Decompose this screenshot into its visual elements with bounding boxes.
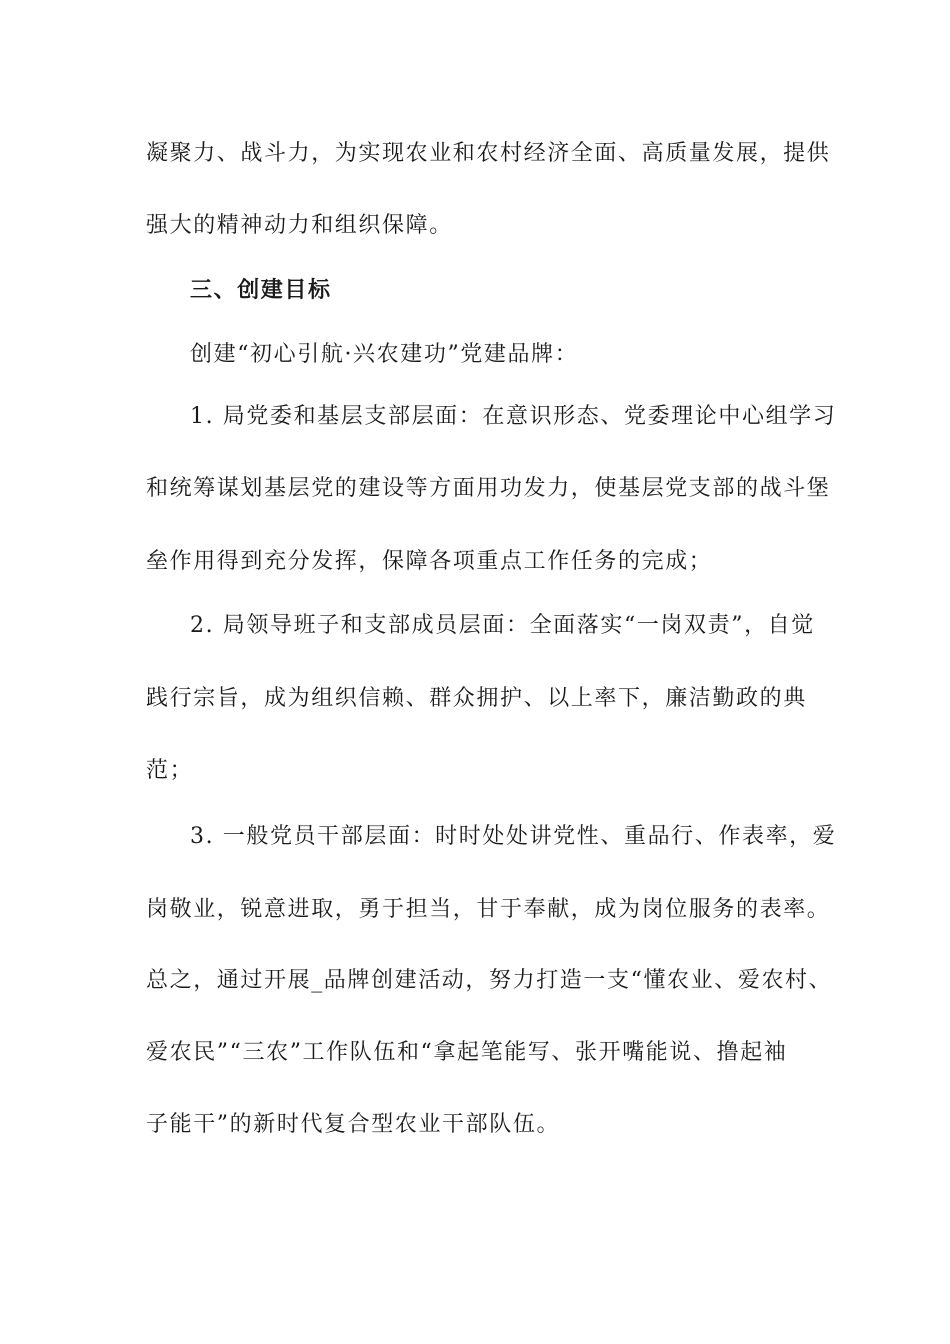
paragraph-line: 子能干”的新时代复合型农业干部队伍。 — [146, 1112, 561, 1137]
paragraph-line: 和统筹谋划基层党的建设等方面用功发力，使基层党支部的战斗堡 — [146, 476, 831, 501]
paragraph-line: 1. 局党委和基层支部层面：在意识形态、党委理论中心组学习 — [190, 404, 837, 429]
paragraph-line: 3. 一般党员干部层面：时时处处讲党性、重品行、作表率，爱 — [190, 824, 837, 849]
paragraph-line: 强大的精神动力和组织保障。 — [146, 213, 453, 238]
paragraph-line: 凝聚力、战斗力，为实现农业和农村经济全面、高质量发展，提供 — [146, 141, 831, 166]
paragraph-line: 岗敬业，锐意进取，勇于担当，甘于奉献，成为岗位服务的表率。 — [146, 897, 831, 922]
paragraph-line: 垒作用得到充分发挥，保障各项重点工作任务的完成； — [146, 549, 713, 574]
paragraph-line: 范； — [146, 758, 194, 783]
paragraph-line: 爱农民”“三农”工作队伍和“拿起笔能写、张开嘴能说、撸起袖 — [146, 1040, 788, 1065]
section-heading: 三、创建目标 — [190, 277, 332, 303]
paragraph-line: 践行宗旨，成为组织信赖、群众拥护、以上率下，廉洁勤政的典 — [146, 686, 807, 711]
paragraph-line: 总之，通过开展_品牌创建活动，努力打造一支“懂农业、爱农村、 — [146, 968, 833, 993]
paragraph-line: 创建“初心引航·兴农建功”党建品牌： — [190, 342, 579, 367]
paragraph-line: 2. 局领导班子和支部成员层面：全面落实“一岗双责”，自觉 — [190, 613, 815, 638]
